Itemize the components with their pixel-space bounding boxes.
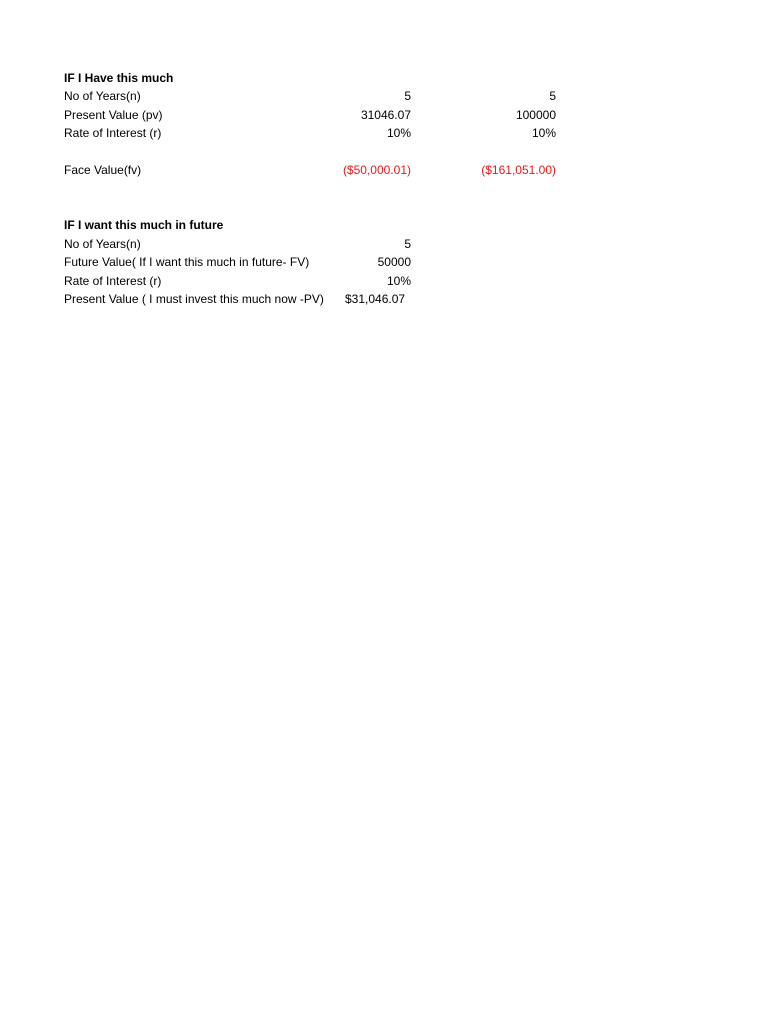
row-label: Present Value (pv) bbox=[64, 107, 163, 122]
row-label: Rate of Interest (r) bbox=[64, 273, 162, 288]
negative-value-col2: ($161,051.00) bbox=[481, 163, 556, 177]
row-label: Present Value ( I must invest this much now -PV) bbox=[64, 291, 324, 306]
cell-value-col1: 5 bbox=[404, 89, 411, 103]
row-label: No of Years(n) bbox=[64, 89, 141, 103]
cell-value-col2: 100000 bbox=[515, 107, 556, 122]
cell-value-col1: 50000 bbox=[377, 255, 411, 269]
section2-heading: IF I want this much in future bbox=[64, 218, 224, 232]
cell-value-col1: 10% bbox=[386, 273, 411, 288]
row-label: Face Value(fv) bbox=[64, 163, 142, 177]
cell-value-col2: 10% bbox=[531, 125, 556, 140]
cell-value-col1: 10% bbox=[386, 125, 411, 140]
cell-value-col1: 31046.07 bbox=[360, 107, 411, 122]
row-label: Future Value( If I want this much in future- FV) bbox=[64, 255, 310, 269]
cell-value-col1: $31,046.07 bbox=[345, 291, 406, 306]
negative-value-col1: ($50,000.01) bbox=[342, 163, 411, 177]
row-label: Rate of Interest (r) bbox=[64, 125, 162, 140]
cell-value-col2: 5 bbox=[549, 89, 556, 103]
cell-value-col1: 5 bbox=[404, 236, 411, 251]
row-label: No of Years(n) bbox=[64, 236, 141, 251]
section1-heading: IF I Have this much bbox=[64, 71, 174, 85]
